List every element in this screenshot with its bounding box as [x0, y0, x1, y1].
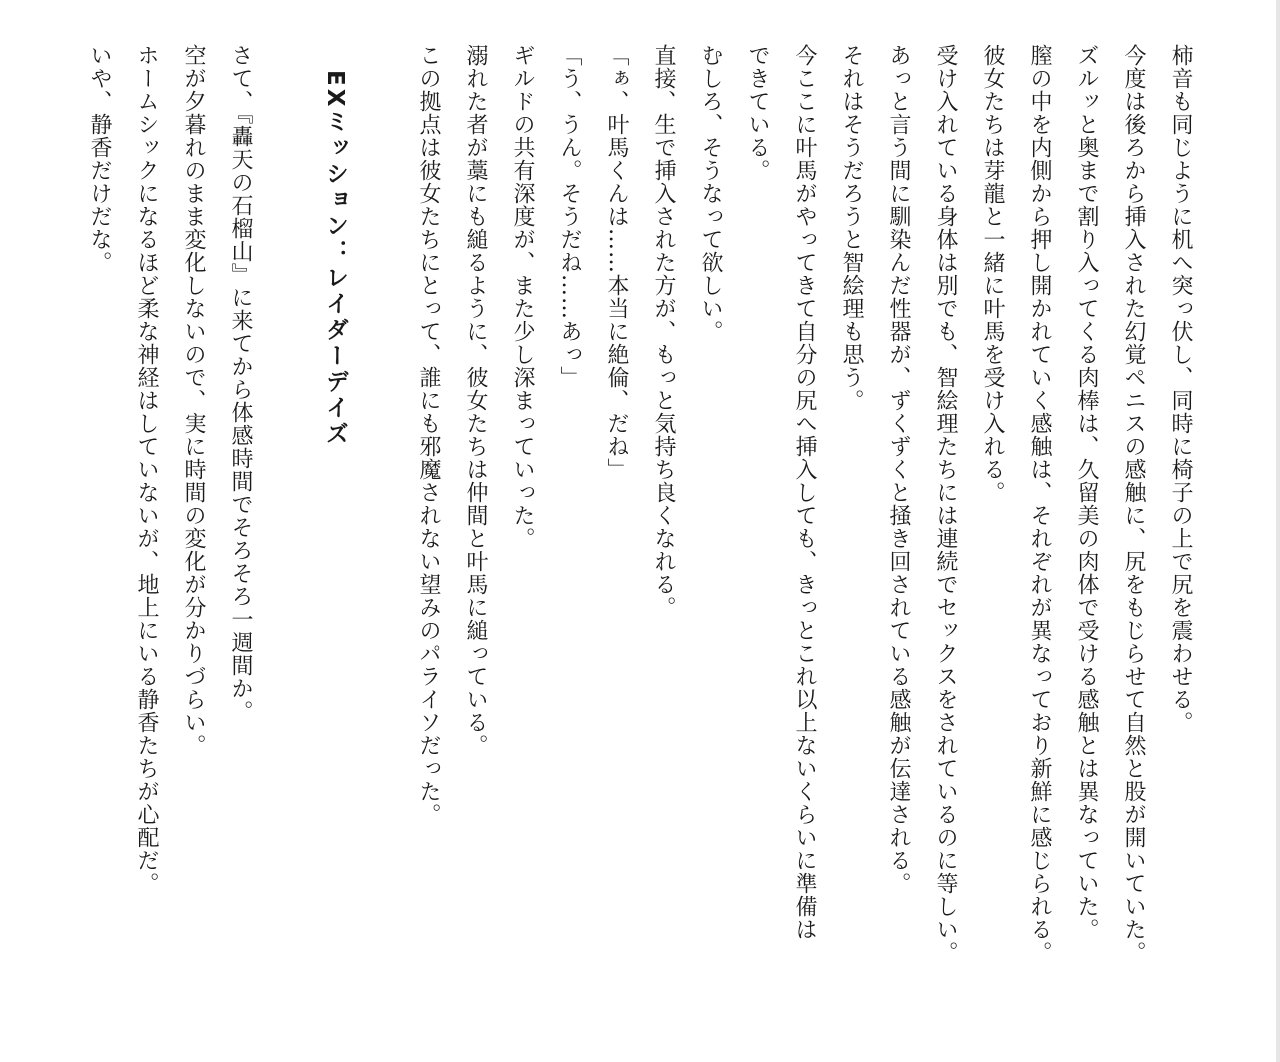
vertical-text-page	[76, 44, 1204, 1024]
text-line: 彼女たちは芽龍と一緒に叶馬を受け入れる。	[980, 44, 1005, 504]
text-line: 受け入れている身体は別でも、智絵理たちには連続でセックスをされているのに等しい。	[933, 44, 958, 964]
text-line: さて、『轟天の石榴山』に来てから体感時間でそろそろ一週間か。	[228, 44, 253, 723]
text-line: 溺れた者が藁にも縋るように、彼女たちは仲間と叶馬に縋っている。	[463, 44, 488, 757]
text-line: 今ここに叶馬がやってきて自分の尻へ挿入しても、きっとこれ以上ないくらいに準備は	[792, 44, 817, 941]
text-line: 直接、生で挿入された方が、もっと気持ち良くなれる。	[651, 44, 676, 619]
section-spacer	[358, 44, 405, 1024]
text-line: ズルッと奥まで割り入ってくる肉棒は、久留美の肉体で受ける感触とは異なっていた。	[1074, 44, 1099, 941]
text-line: 空が夕暮れのまま変化しないので、実に時間の変化が分かりづらい。	[181, 44, 206, 757]
text-line: ギルドの共有深度が、また少し深まっていった。	[510, 44, 535, 550]
text-line: できている。	[745, 44, 770, 182]
text-line: 柿音も同じように机へ突っ伏し、同時に椅子の上で尻を震わせる。	[1168, 44, 1193, 734]
page-edge	[1276, 0, 1280, 1062]
dialogue-line: 「う、うん。そうだね……あっ」	[557, 44, 582, 389]
text-line: いや、静香だけだな。	[87, 44, 112, 274]
text-line: むしろ、そうなって欲しい。	[698, 44, 723, 343]
dialogue-line: 「ぁ、叶馬くんは……本当に絶倫、だね」	[604, 44, 629, 481]
text-line: それはそうだろうと智絵理も思う。	[839, 44, 864, 412]
text-line: ホームシックになるほど柔な神経はしていないが、地上にいる静香たちが心配だ。	[134, 44, 159, 895]
section-heading: EXミッション：レイダーデイズ	[322, 70, 348, 448]
section-spacer	[264, 44, 311, 1024]
text-line: この拠点は彼女たちにとって、誰にも邪魔されない望みのパライソだった。	[416, 44, 441, 826]
text-line: あっと言う間に馴染んだ性器が、ずくずくと掻き回されている感触が伝達される。	[886, 44, 911, 895]
text-line: 膣の中を内側から押し開かれていく感触は、それぞれが異なっており新鮮に感じられる。	[1027, 44, 1052, 964]
text-line: 今度は後ろから挿入された幻覚ペニスの感触に、尻をもじらせて自然と股が開いていた。	[1121, 44, 1146, 964]
